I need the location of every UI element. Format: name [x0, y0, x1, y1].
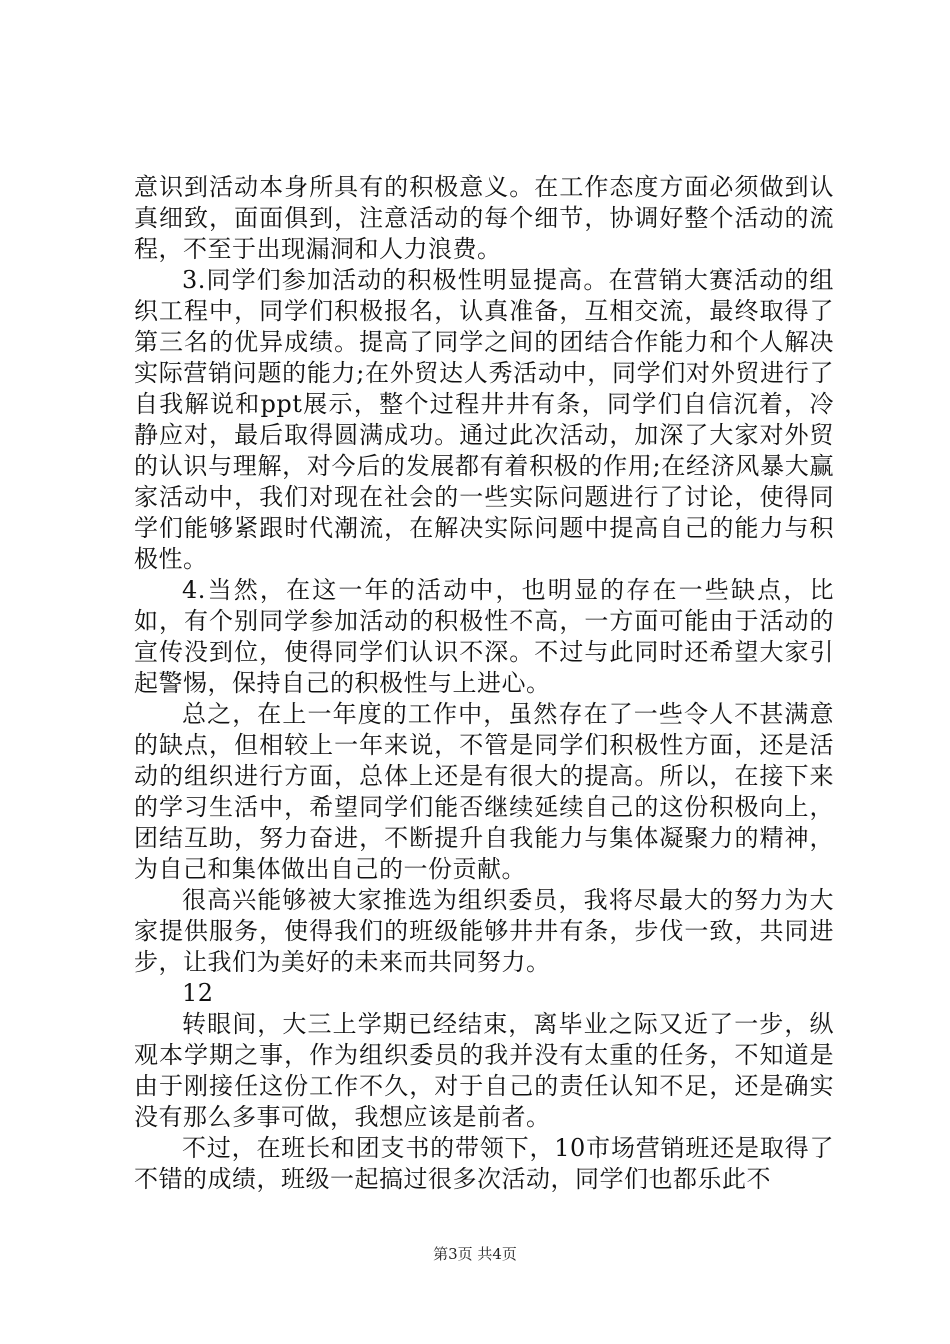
section-number: 12	[182, 979, 214, 1007]
paragraph-continuation: 意识到活动本身所具有的积极意义。在工作态度方面必须做到认真细致，面面俱到，注意活动的每个细节，协调好整个活动的流程，不至于出现漏洞和人力浪费。	[134, 173, 834, 263]
document-body	[134, 172, 834, 1195]
paragraph-item-4: 4.当然，在这一年的活动中，也明显的存在一些缺点，比如，有个别同学参加活动的积极性不高，一方面可能由于活动的宣传没到位，使得同学们认识不深。不过与此同时还希望大家引起警惕，保持自己的积极性与上进心。	[134, 576, 834, 697]
page-number: 第3页 共4页	[433, 1245, 517, 1263]
paragraph-new-section-intro: 转眼间，大三上学期已经结束，离毕业之际又近了一步，纵观本学期之事，作为组织委员的我并没有太重的任务，不知道是由于刚接任这份工作不久，对于自己的责任认知不足，还是确实没有那么多事可做，我想应该是前者。	[134, 1010, 834, 1131]
paragraph-new-section-body: 不过，在班长和团支书的带领下，10市场营销班还是取得了不错的成绩，班级一起搞过很多次活动，同学们也都乐此不	[134, 1134, 834, 1193]
paragraph-summary: 总之，在上一年度的工作中，虽然存在了一些令人不甚满意的缺点，但相较上一年来说，不管是同学们积极性方面，还是活动的组织进行方面，总体上还是有很大的提高。所以，在接下来的学习生活中，希望同学们能否继续延续自己的这份积极向上，团结互助，努力奋进，不断提升自我能力与集体凝聚力的精神，为自己和集体做出自己的一份贡献。	[134, 700, 834, 883]
paragraph-item-3: 3.同学们参加活动的积极性明显提高。在营销大赛活动的组织工程中，同学们积极报名，认真准备，互相交流，最终取得了第三名的优异成绩。提高了同学之间的团结合作能力和个人解决实际营销问题的能力;在外贸达人秀活动中，同学们对外贸进行了自我解说和ppt展示，整个过程井井有条，同学们自信沉着，冷静应对，最后取得圆满成功。通过此次活动，加深了大家对外贸的认识与理解，对今后的发展都有着积极的作用;在经济风暴大赢家活动中，我们对现在社会的一些实际问题进行了讨论，使得同学们能够紧跟时代潮流，在解决实际问题中提高自己的能力与积极性。	[134, 266, 834, 573]
paragraph-closing: 很高兴能够被大家推选为组织委员，我将尽最大的努力为大家提供服务，使得我们的班级能够井井有条，步伐一致，共同进步，让我们为美好的未来而共同努力。	[134, 886, 834, 976]
